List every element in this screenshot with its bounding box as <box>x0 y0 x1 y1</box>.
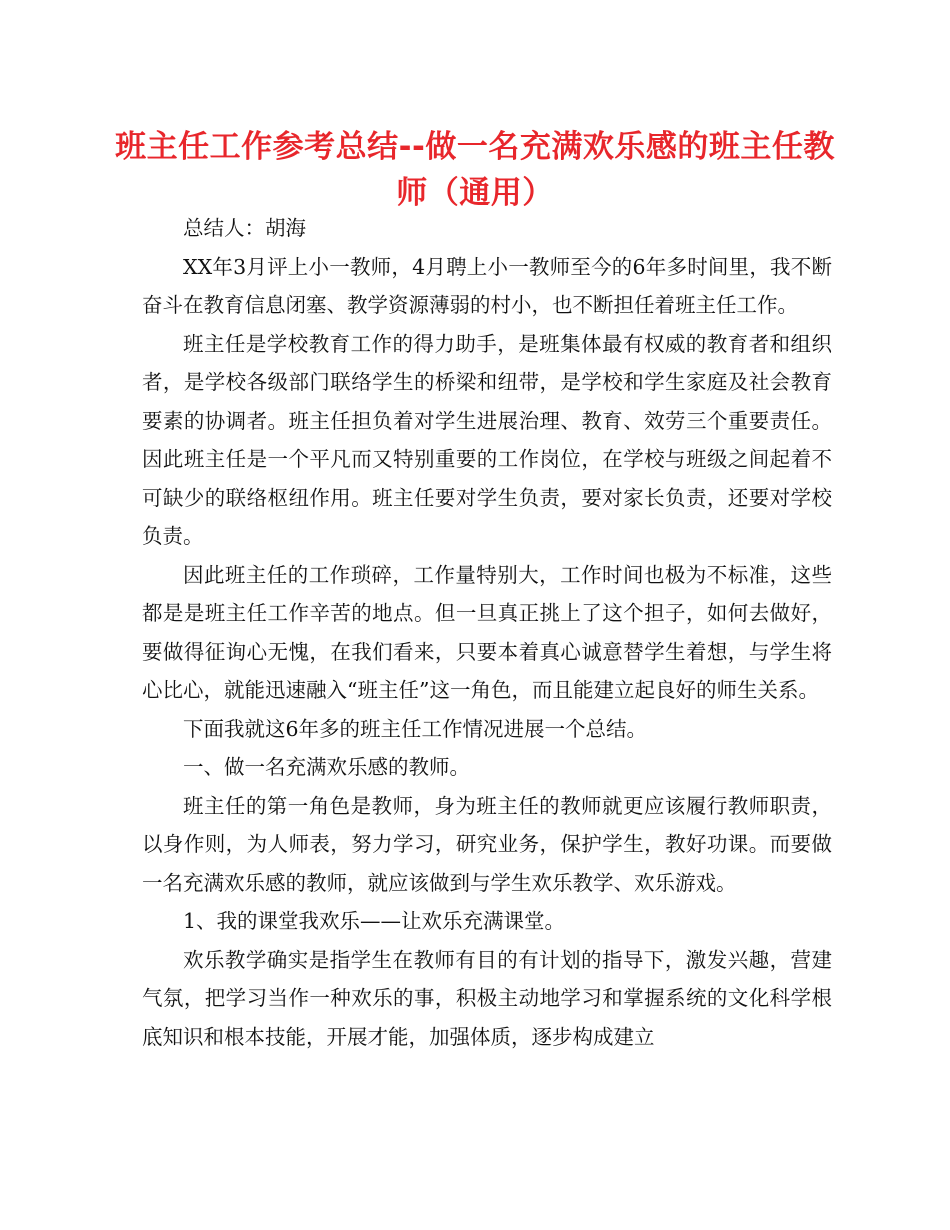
subsection-heading: 1、我的课堂我欢乐——让欢乐充满课堂。 <box>183 909 566 933</box>
paragraph: 欢乐教学确实是指学生在教师有目的有计划的指导下，激发兴趣，营建气氛，把学习当作一种欢乐的事，积极主动地学习和掌握系统的文化科学根底知识和根本技能，开展才能，加强体质，逐步构成建立 <box>142 947 832 1049</box>
paragraph: XX年3月评上小一教师，4月聘上小一教师至今的6年多时间里，我不断奋斗在教育信息闭塞、教学资源薄弱的村小，也不断担任着班主任工作。 <box>142 254 832 317</box>
paragraph: 下面我就这6年多的班主任工作情况进展一个总结。 <box>183 716 648 741</box>
document-title: 班主任工作参考总结--做一名充满欢乐感的班主任教师（通用） <box>115 129 835 211</box>
paragraph: 班主任是学校教育工作的得力助手，是班集体最有权威的教育者和组织者，是学校各级部门联络学生的桥梁和纽带，是学校和学生家庭及社会教育要素的协调者。班主任担负着对学生进展治理、教育、效劳三个重要责任。因此班主任是一个平凡而又特别重要的工作岗位，在学校与班级之间起着不可缺少的联络枢纽作用。班主任要对学生负责，要对家长负责，还要对学校负责。 <box>142 331 832 548</box>
document-body <box>142 209 832 1056</box>
author-line: 总结人：胡海 <box>183 216 306 240</box>
paragraph: 因此班主任的工作琐碎，工作量特别大，工作时间也极为不标准，这些都是是班主任工作辛苦的地点。但一旦真正挑上了这个担子，如何去做好，要做得征询心无愧，在我们看来，只要本着真心诚意替学生着想，与学生将心比心，就能迅速融入“班主任”这一角色，而且能建立起良好的师生关系。 <box>142 562 832 702</box>
paragraph: 班主任的第一角色是教师，身为班主任的教师就更应该履行教师职责，以身作则，为人师表，努力学习，研究业务，保护学生，教好功课。而要做一名充满欢乐感的教师，就应该做到与学生欢乐教学、欢乐游戏。 <box>142 793 832 895</box>
section-heading: 一、做一名充满欢乐感的教师。 <box>183 755 470 779</box>
